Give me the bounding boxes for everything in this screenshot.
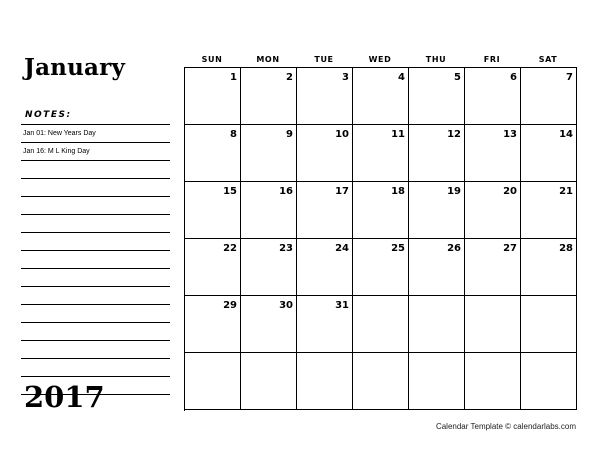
day-cell[interactable]	[297, 125, 353, 182]
day-cell[interactable]	[297, 68, 353, 125]
day-cell[interactable]	[185, 125, 241, 182]
day-number: 4	[398, 72, 405, 83]
day-cell[interactable]	[297, 296, 353, 353]
weekday-mon: MON	[256, 55, 280, 64]
day-cell[interactable]	[521, 125, 577, 182]
day-number: 14	[559, 129, 573, 140]
day-cell[interactable]	[241, 296, 297, 353]
weekday-tue: TUE	[314, 55, 334, 64]
day-cell[interactable]	[241, 353, 297, 410]
footer-credit: Calendar Template © calendarlabs.com	[435, 422, 576, 431]
day-cell[interactable]	[465, 68, 521, 125]
day-number: 7	[566, 72, 573, 83]
day-number: 18	[391, 186, 405, 197]
day-cell[interactable]	[185, 182, 241, 239]
day-number: 25	[391, 243, 405, 254]
notes-heading: NOTES:	[25, 110, 72, 120]
day-number: 22	[223, 243, 237, 254]
note-line[interactable]	[21, 179, 170, 197]
calendar-grid	[184, 67, 577, 411]
note-line[interactable]	[21, 233, 170, 251]
day-number: 1	[230, 72, 237, 83]
day-cell[interactable]	[353, 239, 409, 296]
day-cell[interactable]	[297, 353, 353, 410]
note-line[interactable]	[21, 323, 170, 341]
day-number: 6	[510, 72, 517, 83]
day-cell[interactable]	[353, 296, 409, 353]
note-line[interactable]	[21, 269, 170, 287]
note-line[interactable]	[21, 161, 170, 179]
day-cell[interactable]	[521, 68, 577, 125]
day-number: 12	[447, 129, 461, 140]
note-line[interactable]	[21, 341, 170, 359]
day-cell[interactable]	[297, 239, 353, 296]
day-number: 21	[559, 186, 573, 197]
note-line[interactable]	[21, 359, 170, 377]
day-cell[interactable]	[185, 68, 241, 125]
day-cell[interactable]	[409, 182, 465, 239]
day-cell[interactable]	[409, 239, 465, 296]
weekday-header-row	[184, 53, 576, 67]
day-cell[interactable]	[353, 68, 409, 125]
day-number: 3	[342, 72, 349, 83]
weekday-wed: WED	[368, 55, 392, 64]
day-cell[interactable]	[465, 125, 521, 182]
day-number: 15	[223, 186, 237, 197]
day-cell[interactable]	[241, 125, 297, 182]
day-cell[interactable]	[353, 125, 409, 182]
note-line[interactable]	[21, 305, 170, 323]
day-cell[interactable]	[353, 182, 409, 239]
note-line[interactable]	[21, 197, 170, 215]
day-cell[interactable]	[409, 353, 465, 410]
day-cell[interactable]	[185, 239, 241, 296]
weekday-fri: FRI	[483, 55, 501, 64]
day-cell[interactable]	[297, 182, 353, 239]
day-cell[interactable]	[241, 182, 297, 239]
weekday-sun: SUN	[201, 55, 223, 64]
year-title: 2017	[24, 380, 105, 414]
day-cell[interactable]	[241, 239, 297, 296]
day-cell[interactable]	[185, 353, 241, 410]
note-line[interactable]	[21, 215, 170, 233]
day-number: 26	[447, 243, 461, 254]
notes-list	[21, 124, 170, 395]
day-cell[interactable]	[521, 296, 577, 353]
day-cell[interactable]	[241, 68, 297, 125]
day-cell[interactable]	[521, 353, 577, 410]
note-line[interactable]: Jan 01: New Years Day	[21, 125, 170, 143]
day-number: 13	[503, 129, 517, 140]
day-number: 10	[335, 129, 349, 140]
day-number: 19	[447, 186, 461, 197]
day-number: 20	[503, 186, 517, 197]
day-number: 31	[335, 300, 349, 311]
day-number: 27	[503, 243, 517, 254]
day-number: 16	[279, 186, 293, 197]
weekday-thu: THU	[425, 55, 447, 64]
day-number: 17	[335, 186, 349, 197]
note-line[interactable]: Jan 16: M L King Day	[21, 143, 170, 161]
day-number: 30	[279, 300, 293, 311]
day-number: 11	[391, 129, 405, 140]
month-title: January	[24, 54, 126, 81]
day-number: 24	[335, 243, 349, 254]
day-cell[interactable]	[409, 68, 465, 125]
day-number: 28	[559, 243, 573, 254]
day-cell[interactable]	[353, 353, 409, 410]
day-cell[interactable]	[465, 239, 521, 296]
day-cell[interactable]	[521, 182, 577, 239]
day-cell[interactable]	[409, 125, 465, 182]
day-number: 2	[286, 72, 293, 83]
day-number: 29	[223, 300, 237, 311]
day-cell[interactable]	[185, 296, 241, 353]
day-number: 9	[286, 129, 293, 140]
day-cell[interactable]	[521, 239, 577, 296]
day-cell[interactable]	[409, 296, 465, 353]
note-line[interactable]	[21, 251, 170, 269]
day-cell[interactable]	[465, 353, 521, 410]
day-cell[interactable]	[465, 182, 521, 239]
day-number: 5	[454, 72, 461, 83]
day-number: 8	[230, 129, 237, 140]
weekday-sat: SAT	[538, 55, 558, 64]
day-number: 23	[279, 243, 293, 254]
day-cell[interactable]	[465, 296, 521, 353]
note-line[interactable]	[21, 287, 170, 305]
